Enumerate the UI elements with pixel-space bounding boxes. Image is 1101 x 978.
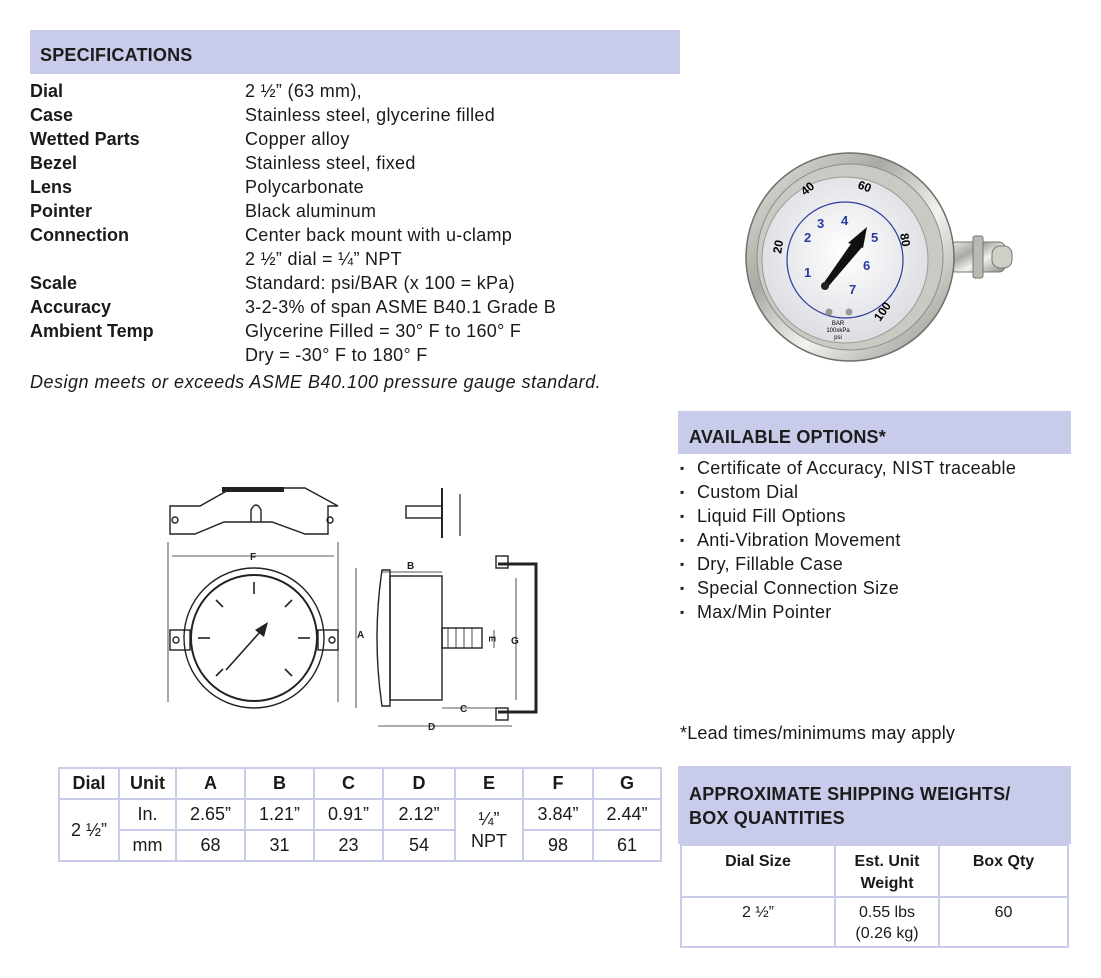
unit-cell: In. [119, 799, 176, 830]
list-item [680, 530, 901, 551]
gauge-outer-number: 40 [797, 178, 818, 199]
value-cell: 1.21” [245, 799, 314, 830]
shipping-header-row [681, 845, 1068, 897]
ear-hole-left [173, 637, 179, 643]
value-cell: 54 [383, 830, 455, 861]
col-header: Dial [59, 768, 119, 799]
clamp-detail-screw [406, 506, 442, 518]
gauge-screw [826, 309, 833, 316]
gauge-screw [846, 309, 853, 316]
spec-value: Stainless steel, fixed [245, 153, 416, 173]
option-label: Certificate of Accuracy, NIST traceable [697, 458, 1017, 478]
spec-value: Polycarbonate [245, 177, 364, 197]
list-item [680, 482, 798, 503]
list-item [680, 458, 1016, 479]
pressure-gauge-photo [745, 150, 1025, 365]
col-header: B [245, 768, 314, 799]
front-gauge-ticks [198, 582, 310, 676]
value-cell: 98 [523, 830, 593, 861]
value-cell: 23 [314, 830, 383, 861]
gauge-inner-number: 1 [804, 265, 812, 280]
spec-label: Accuracy [30, 297, 112, 317]
value-cell: 68 [176, 830, 245, 861]
spec-label: Lens [30, 177, 73, 197]
shipping-heading-line1: APPROXIMATE SHIPPING WEIGHTS/ [689, 784, 1011, 804]
e-value-cell [455, 799, 523, 861]
spec-label: Dial [30, 81, 64, 101]
stem-threads [448, 628, 472, 648]
dial-size-cell: 2 ½” [681, 897, 835, 947]
spec-value: Center back mount with u-clamp [245, 225, 513, 245]
specifications-heading: SPECIFICATIONS [40, 45, 193, 65]
gauge-unit-kpa: 100xkPa [826, 328, 850, 334]
ear-hole-right [329, 637, 335, 643]
col-header: F [523, 768, 593, 799]
shipping-heading-band [678, 766, 1071, 844]
value-cell: 31 [245, 830, 314, 861]
dimensions-header-row [59, 768, 661, 799]
spec-value: Standard: psi/BAR (x 100 = kPa) [245, 273, 515, 293]
spec-label: Bezel [30, 153, 78, 173]
box-qty-cell: 60 [939, 897, 1068, 947]
bullet-icon: ▪ [680, 509, 685, 523]
spec-label: Pointer [30, 201, 93, 221]
spec-value: Black aluminum [245, 201, 377, 221]
gauge-unit-bar: BAR [831, 321, 845, 327]
spec-label: Wetted Parts [30, 129, 140, 149]
table-row [681, 897, 1068, 947]
value-cell: 2.65” [176, 799, 245, 830]
bullet-icon: ▪ [680, 533, 685, 547]
table-row [59, 799, 661, 830]
bracket-hole-left [172, 517, 178, 523]
gauge-fitting [992, 246, 1012, 268]
dim-label-d: D [428, 722, 436, 733]
col-header: Est. Unit Weight [835, 845, 939, 897]
dimensions-table [58, 767, 662, 862]
bullet-icon: ▪ [680, 461, 685, 475]
lead-time-note: *Lead times/minimums may apply [680, 723, 956, 743]
gauge-pointer-hub [821, 282, 829, 290]
spec-value: 2 ½” dial = ¼” NPT [245, 249, 402, 269]
list-item [680, 554, 843, 575]
bullet-icon: ▪ [680, 485, 685, 499]
unit-cell: mm [119, 830, 176, 861]
option-label: Anti-Vibration Movement [697, 530, 901, 550]
weight-kg: (0.26 kg) [855, 925, 919, 942]
bullet-icon: ▪ [680, 605, 685, 619]
gauge-inner-number: 7 [849, 282, 857, 297]
dimension-drawing [160, 480, 550, 742]
list-item [680, 602, 832, 623]
design-standard-note: Design meets or exceeds ASME B40.100 pressure gauge standard. [30, 372, 602, 392]
col-header: G [593, 768, 661, 799]
value-cell: 2.44” [593, 799, 661, 830]
value-cell: 2.12” [383, 799, 455, 830]
spec-label: Scale [30, 273, 78, 293]
spec-label: Case [30, 105, 74, 125]
e-value-bottom: NPT [471, 831, 507, 851]
option-label: Special Connection Size [697, 578, 900, 598]
value-cell: 3.84” [523, 799, 593, 830]
col-header: Box Qty [939, 845, 1068, 897]
front-gauge-needle [226, 632, 260, 670]
list-item [680, 506, 846, 527]
dim-label-a: A [357, 630, 365, 641]
spec-value: Dry = -30° F to 180° F [245, 345, 428, 365]
weight-cell [835, 897, 939, 947]
dim-label-c: C [460, 704, 468, 715]
shipping-table [680, 844, 1069, 948]
spec-value: 3-2-3% of span ASME B40.1 Grade B [245, 297, 557, 317]
bracket-top-edge [222, 487, 284, 492]
option-label: Custom Dial [697, 482, 799, 502]
bullet-icon: ▪ [680, 581, 685, 595]
spec-value: Stainless steel, glycerine filled [245, 105, 496, 125]
clamp-screw-top [496, 556, 508, 568]
option-label: Liquid Fill Options [697, 506, 846, 526]
option-label: Dry, Fillable Case [697, 554, 844, 574]
gauge-unit-psi: psi [834, 335, 842, 341]
col-header: A [176, 768, 245, 799]
dim-label-g: G [511, 636, 519, 647]
e-value-top: ¼” [478, 809, 500, 829]
spec-value: 2 ½” (63 mm), [245, 81, 362, 101]
spec-value: Copper alloy [245, 129, 350, 149]
gauge-inner-number: 4 [841, 213, 849, 228]
spec-label: Connection [30, 225, 129, 245]
value-cell: 61 [593, 830, 661, 861]
clamp-screw-bottom [496, 708, 508, 720]
side-case [390, 576, 442, 700]
spec-value: Glycerine Filled = 30° F to 160° F [245, 321, 522, 341]
gauge-inner-number: 6 [863, 258, 871, 273]
col-header: C [314, 768, 383, 799]
side-bezel [377, 570, 390, 706]
bullet-icon: ▪ [680, 557, 685, 571]
col-header: E [455, 768, 523, 799]
spec-label: Ambient Temp [30, 321, 154, 341]
gauge-outer-number: 20 [770, 238, 787, 255]
front-bracket [170, 488, 338, 534]
options-heading: AVAILABLE OPTIONS* [689, 427, 886, 447]
dial-size-cell: 2 ½” [59, 799, 119, 861]
col-header: D [383, 768, 455, 799]
options-heading-band [678, 411, 1071, 454]
gauge-outer-number: 60 [855, 177, 874, 196]
gauge-inner-number: 3 [817, 216, 825, 231]
col-header: Dial Size [681, 845, 835, 897]
gauge-clamp [973, 236, 983, 278]
gauge-outer-number: 80 [897, 232, 914, 248]
weight-lbs: 0.55 lbs [858, 904, 916, 921]
dim-label-f: F [249, 552, 257, 563]
gauge-inner-number: 5 [871, 230, 879, 245]
gauge-inner-number: 2 [804, 230, 812, 245]
option-label: Max/Min Pointer [697, 602, 832, 622]
bracket-slot [251, 505, 261, 522]
dim-label-b: B [407, 561, 415, 572]
shipping-heading-line2: BOX QUANTITIES [689, 808, 845, 828]
gauge-outer-number: 100 [870, 299, 894, 324]
col-header: Unit [119, 768, 176, 799]
value-cell: 0.91” [314, 799, 383, 830]
specifications-heading-band [30, 30, 680, 74]
dim-label-e: E [487, 636, 497, 643]
list-item [680, 578, 899, 599]
table-row [59, 830, 661, 861]
